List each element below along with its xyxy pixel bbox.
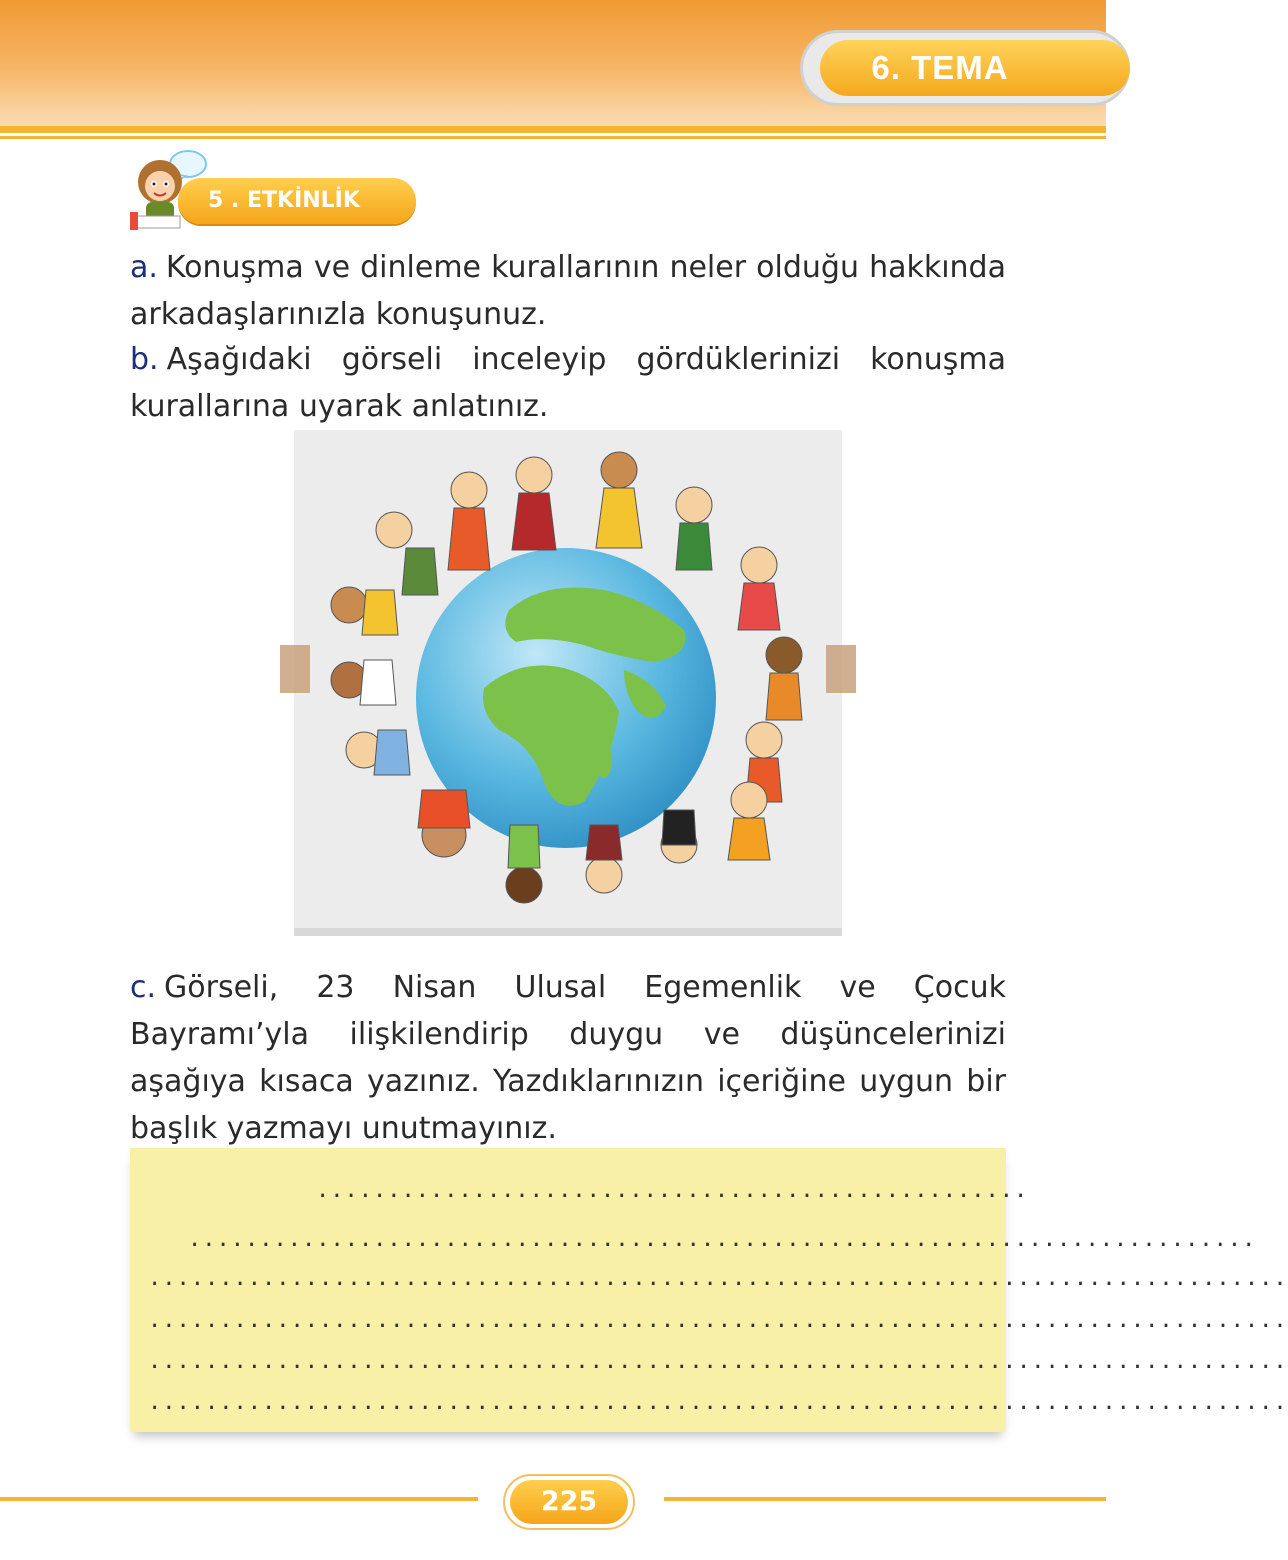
item-a xyxy=(130,244,1006,338)
writing-area[interactable] xyxy=(130,1148,1288,1432)
header-rule-thin xyxy=(0,136,1106,139)
item-a-label: a. xyxy=(130,250,158,285)
header-rule xyxy=(0,126,1106,133)
title-line[interactable]: .................................................. xyxy=(316,1178,1029,1203)
item-c xyxy=(130,964,1006,1152)
tema-label: 6. TEMA xyxy=(871,49,1009,86)
writing-line-3[interactable]: ................................................................................ xyxy=(148,1308,1288,1333)
activity-title: 5 . ETKİNLİK xyxy=(208,188,360,213)
footer-rule-right xyxy=(664,1497,1106,1501)
children-around-globe-illustration xyxy=(294,430,842,936)
writing-line-1[interactable]: ........................................................................... xyxy=(188,1227,1257,1252)
item-b xyxy=(130,336,1006,430)
item-b-label: b. xyxy=(130,342,159,377)
item-c-text: Görseli, 23 Nisan Ulusal Egemenlik ve Çocuk Bayramı’yla ilişkilendirip duygu ve düşüncelerinizi aşağıya kısaca yazınız. Yazdıklarınızın içeriğine uygun bir başlık yazmayı unutmayınız. xyxy=(130,970,1006,1146)
item-a-text: Konuşma ve dinleme kurallarının neler olduğu hakkında arkadaşlarınızla konuşunuz. xyxy=(130,250,1006,332)
writing-line-2[interactable]: ................................................................................ xyxy=(148,1266,1288,1291)
mascot-girl-icon xyxy=(110,146,220,236)
item-b-text: Aşağıdaki görseli inceleyip gördüklerinizi konuşma kurallarına uyarak anlatınız. xyxy=(130,342,1006,424)
item-c-label: c. xyxy=(130,970,157,1005)
page-number: 225 xyxy=(510,1480,628,1524)
footer-rule-left xyxy=(0,1497,478,1501)
writing-line-4[interactable]: ................................................................................ xyxy=(148,1349,1288,1374)
writing-line-5[interactable]: ................................................................................ xyxy=(148,1390,1288,1415)
